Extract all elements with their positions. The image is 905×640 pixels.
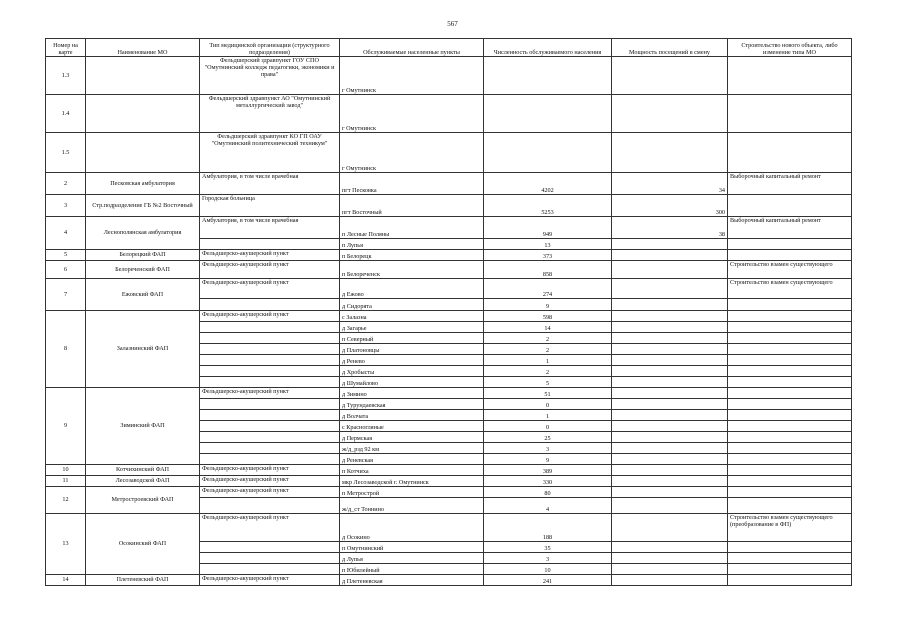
- settlement: д Зимино: [340, 388, 484, 399]
- row-number: 5: [46, 250, 86, 261]
- mo-name: Зиминский ФАП: [86, 388, 200, 465]
- row-number: 13: [46, 514, 86, 575]
- org-type: [200, 377, 340, 388]
- population: 4: [484, 498, 612, 514]
- mo-name: Белореченский ФАП: [86, 261, 200, 279]
- visit-capacity: [612, 465, 728, 476]
- visit-capacity: [612, 299, 728, 311]
- visit-capacity: [612, 344, 728, 355]
- org-type: [200, 355, 340, 366]
- org-type: Фельдшерско-акушерский пункт: [200, 261, 340, 279]
- visit-capacity: [612, 443, 728, 454]
- settlement: п Белорецк: [340, 250, 484, 261]
- table-row: [46, 465, 852, 476]
- visit-capacity: [612, 388, 728, 399]
- population: 80: [484, 487, 612, 498]
- org-type: [200, 432, 340, 443]
- row-number: 1.5: [46, 133, 86, 173]
- mo-name: Осокинский ФАП: [86, 514, 200, 575]
- visit-capacity: 300: [612, 195, 728, 217]
- population: 949: [484, 217, 612, 239]
- population: 0: [484, 399, 612, 410]
- visit-capacity: [612, 399, 728, 410]
- visit-capacity: [612, 377, 728, 388]
- row-number: 2: [46, 173, 86, 195]
- mo-name: Лесозаводской ФАП: [86, 476, 200, 487]
- org-type: Фельдшерско-акушерский пункт: [200, 279, 340, 299]
- population: 3: [484, 443, 612, 454]
- header-construction: Строительство нового объекта, либо изменение типа МО: [728, 39, 852, 57]
- visit-capacity: [612, 542, 728, 553]
- page-number: 567: [447, 20, 458, 28]
- org-type: [200, 410, 340, 421]
- settlement: ж/д_ст Тоннино: [340, 498, 484, 514]
- table-row: [46, 250, 852, 261]
- org-type: [200, 333, 340, 344]
- org-type: [200, 344, 340, 355]
- visit-capacity: [612, 487, 728, 498]
- settlement: п Юбилейный: [340, 564, 484, 575]
- mo-name: Песковская амбулатория: [86, 173, 200, 195]
- visit-capacity: [612, 575, 728, 586]
- row-number: 9: [46, 388, 86, 465]
- table-row: [46, 195, 852, 217]
- settlement: г Омутнинск: [340, 95, 484, 133]
- construction-note: [728, 299, 852, 311]
- visit-capacity: [612, 564, 728, 575]
- org-type: [200, 239, 340, 250]
- population: 9: [484, 299, 612, 311]
- construction-note: [728, 366, 852, 377]
- settlement: д Сидорята: [340, 299, 484, 311]
- mo-name: [86, 57, 200, 95]
- row-number: 14: [46, 575, 86, 586]
- table-row: [46, 57, 852, 95]
- visit-capacity: 34: [612, 173, 728, 195]
- settlement: д Лупья: [340, 553, 484, 564]
- table-row: [46, 311, 852, 322]
- settlement: п Котчиха: [340, 465, 484, 476]
- org-type: Амбулатория, в том числе врачебная: [200, 217, 340, 239]
- population: 25: [484, 432, 612, 443]
- construction-note: [728, 465, 852, 476]
- facilities-table: [45, 38, 852, 586]
- settlement: г Омутнинск: [340, 57, 484, 95]
- visit-capacity: [612, 261, 728, 279]
- population: 4202: [484, 173, 612, 195]
- header-population: Численность обслуживаемого населения: [484, 39, 612, 57]
- table-row: [46, 261, 852, 279]
- org-type: [200, 322, 340, 333]
- visit-capacity: [612, 498, 728, 514]
- org-type: Фельдшерско-акушерский пункт: [200, 311, 340, 322]
- construction-note: Выборочный капитальный ремонт: [728, 173, 852, 195]
- population: 188: [484, 514, 612, 542]
- settlement: д Пермская: [340, 432, 484, 443]
- construction-note: [728, 333, 852, 344]
- table-row: [46, 133, 852, 173]
- construction-note: [728, 498, 852, 514]
- construction-note: [728, 133, 852, 173]
- header-row: [46, 39, 852, 57]
- org-type: Фельдшерско-акушерский пункт: [200, 575, 340, 586]
- population: 389: [484, 465, 612, 476]
- row-number: 4: [46, 217, 86, 250]
- population: 1: [484, 355, 612, 366]
- org-type: [200, 553, 340, 564]
- org-type: Фельдшерско-акушерский пункт: [200, 388, 340, 399]
- settlement: д Хробысты: [340, 366, 484, 377]
- construction-note: [728, 377, 852, 388]
- construction-note: [728, 487, 852, 498]
- visit-capacity: [612, 250, 728, 261]
- construction-note: Строительство взамен существующего (преобразование в ФП): [728, 514, 852, 542]
- visit-capacity: [612, 366, 728, 377]
- population: 373: [484, 250, 612, 261]
- settlement: г Омутнинск: [340, 133, 484, 173]
- population: 330: [484, 476, 612, 487]
- settlement: д Плетеневская: [340, 575, 484, 586]
- population: 5: [484, 377, 612, 388]
- visit-capacity: [612, 133, 728, 173]
- settlement: д Ежово: [340, 279, 484, 299]
- org-type: [200, 498, 340, 514]
- visit-capacity: [612, 553, 728, 564]
- mo-name: [86, 133, 200, 173]
- org-type: Фельдшерско-акушерский пункт: [200, 465, 340, 476]
- visit-capacity: [612, 514, 728, 542]
- org-type: [200, 443, 340, 454]
- visit-capacity: [612, 239, 728, 250]
- construction-note: [728, 57, 852, 95]
- settlement: п Лесные Поляны: [340, 217, 484, 239]
- row-number: 1.4: [46, 95, 86, 133]
- mo-name: Леснополянская амбулатория: [86, 217, 200, 250]
- header-num: Номер на карте: [46, 39, 86, 57]
- construction-note: [728, 421, 852, 432]
- table-row: [46, 514, 852, 542]
- org-type: Фельдшерско-акушерский пункт: [200, 250, 340, 261]
- population: 10: [484, 564, 612, 575]
- settlement: п Белореченск: [340, 261, 484, 279]
- mo-name: Метростроевский ФАП: [86, 487, 200, 514]
- construction-note: [728, 542, 852, 553]
- table-row: [46, 173, 852, 195]
- construction-note: [728, 564, 852, 575]
- org-type: Амбулатория, в том числе врачебная: [200, 173, 340, 195]
- settlement: п Лупья: [340, 239, 484, 250]
- construction-note: [728, 250, 852, 261]
- settlement: д Волчата: [340, 410, 484, 421]
- row-number: 12: [46, 487, 86, 514]
- settlement: д Платоновцы: [340, 344, 484, 355]
- construction-note: Строительство взамен существующего: [728, 261, 852, 279]
- mo-name: Стр.подразделение ГБ №2 Восточный: [86, 195, 200, 217]
- settlement: мкр Лесозаводской г. Омутнинск: [340, 476, 484, 487]
- construction-note: [728, 311, 852, 322]
- construction-note: [728, 195, 852, 217]
- settlement: п Омутнинский: [340, 542, 484, 553]
- row-number: 8: [46, 311, 86, 388]
- visit-capacity: [612, 57, 728, 95]
- visit-capacity: [612, 95, 728, 133]
- construction-note: [728, 476, 852, 487]
- construction-note: [728, 388, 852, 399]
- org-type: Фельдшерско-акушерский пункт: [200, 476, 340, 487]
- population: 598: [484, 311, 612, 322]
- population: 51: [484, 388, 612, 399]
- population: 274: [484, 279, 612, 299]
- construction-note: [728, 399, 852, 410]
- population: 2: [484, 333, 612, 344]
- settlement: с Красногляные: [340, 421, 484, 432]
- population: 5253: [484, 195, 612, 217]
- header-locations: Обслуживаемые населенные пункты: [340, 39, 484, 57]
- row-number: 10: [46, 465, 86, 476]
- row-number: 3: [46, 195, 86, 217]
- construction-note: Строительство взамен существующего: [728, 279, 852, 299]
- construction-note: [728, 432, 852, 443]
- mo-name: Котчихинский ФАП: [86, 465, 200, 476]
- mo-name: Белорецкий ФАП: [86, 250, 200, 261]
- population: 2: [484, 366, 612, 377]
- construction-note: [728, 410, 852, 421]
- mo-name: Плетеневский ФАП: [86, 575, 200, 586]
- org-type: [200, 399, 340, 410]
- table-row: [46, 279, 852, 299]
- table-row: [46, 95, 852, 133]
- header-name: Наименование МО: [86, 39, 200, 57]
- org-type: Фельдшерско-акушерский пункт: [200, 487, 340, 498]
- settlement: д Ренево: [340, 355, 484, 366]
- org-type: Фельдшерский здравпункт КО ГП ОАУ "Омутнинский политехнический техникум": [200, 133, 340, 173]
- settlement: п Северный: [340, 333, 484, 344]
- row-number: 1.3: [46, 57, 86, 95]
- settlement: д Загарье: [340, 322, 484, 333]
- org-type: Фельдшерский здравпункт ГОУ СПО "Омутнинский колледж педагогики, экономики и права": [200, 57, 340, 95]
- population: 13: [484, 239, 612, 250]
- visit-capacity: [612, 476, 728, 487]
- settlement: д Осокино: [340, 514, 484, 542]
- visit-capacity: [612, 322, 728, 333]
- population: 241: [484, 575, 612, 586]
- visit-capacity: [612, 333, 728, 344]
- construction-note: [728, 575, 852, 586]
- header-type: Тип медицинской организации (структурного подразделения): [200, 39, 340, 57]
- population: 1: [484, 410, 612, 421]
- construction-note: [728, 95, 852, 133]
- table-row: [46, 388, 852, 399]
- visit-capacity: [612, 279, 728, 299]
- construction-note: [728, 355, 852, 366]
- construction-note: [728, 443, 852, 454]
- construction-note: Выборочный капитальный ремонт: [728, 217, 852, 239]
- org-type: [200, 421, 340, 432]
- row-number: 11: [46, 476, 86, 487]
- org-type: [200, 366, 340, 377]
- population: 858: [484, 261, 612, 279]
- population: 9: [484, 454, 612, 465]
- org-type: [200, 564, 340, 575]
- settlement: д Реневская: [340, 454, 484, 465]
- visit-capacity: [612, 432, 728, 443]
- population: 35: [484, 542, 612, 553]
- construction-note: [728, 553, 852, 564]
- population: [484, 133, 612, 173]
- mo-name: [86, 95, 200, 133]
- construction-note: [728, 344, 852, 355]
- org-type: Фельдшерско-акушерский пункт: [200, 514, 340, 542]
- table-row: [46, 575, 852, 586]
- header-capacity: Мощность посещений в смену: [612, 39, 728, 57]
- visit-capacity: [612, 311, 728, 322]
- row-number: 7: [46, 279, 86, 311]
- org-type: [200, 454, 340, 465]
- visit-capacity: [612, 421, 728, 432]
- construction-note: [728, 322, 852, 333]
- org-type: Фельдшерский здравпункт АО "Омутнинский металлургический завод": [200, 95, 340, 133]
- settlement: п Метрострой: [340, 487, 484, 498]
- org-type: [200, 542, 340, 553]
- settlement: пгт Восточный: [340, 195, 484, 217]
- mo-name: Залазнинский ФАП: [86, 311, 200, 388]
- settlement: д Шумайлово: [340, 377, 484, 388]
- population: 3: [484, 553, 612, 564]
- row-number: 6: [46, 261, 86, 279]
- visit-capacity: [612, 454, 728, 465]
- table-row: [46, 476, 852, 487]
- settlement: д Турундаевская: [340, 399, 484, 410]
- population: 2: [484, 344, 612, 355]
- visit-capacity: [612, 410, 728, 421]
- table-row: [46, 487, 852, 498]
- construction-note: [728, 239, 852, 250]
- table-body: [46, 57, 852, 586]
- org-type: Городская больница: [200, 195, 340, 217]
- population: 0: [484, 421, 612, 432]
- visit-capacity: [612, 355, 728, 366]
- population: [484, 57, 612, 95]
- settlement: ж/д_рзд 92 км: [340, 443, 484, 454]
- construction-note: [728, 454, 852, 465]
- population: 14: [484, 322, 612, 333]
- org-type: [200, 299, 340, 311]
- mo-name: Ежовский ФАП: [86, 279, 200, 311]
- population: [484, 95, 612, 133]
- visit-capacity: 38: [612, 217, 728, 239]
- settlement: с Залазна: [340, 311, 484, 322]
- table-row: [46, 217, 852, 239]
- settlement: пгт Песковка: [340, 173, 484, 195]
